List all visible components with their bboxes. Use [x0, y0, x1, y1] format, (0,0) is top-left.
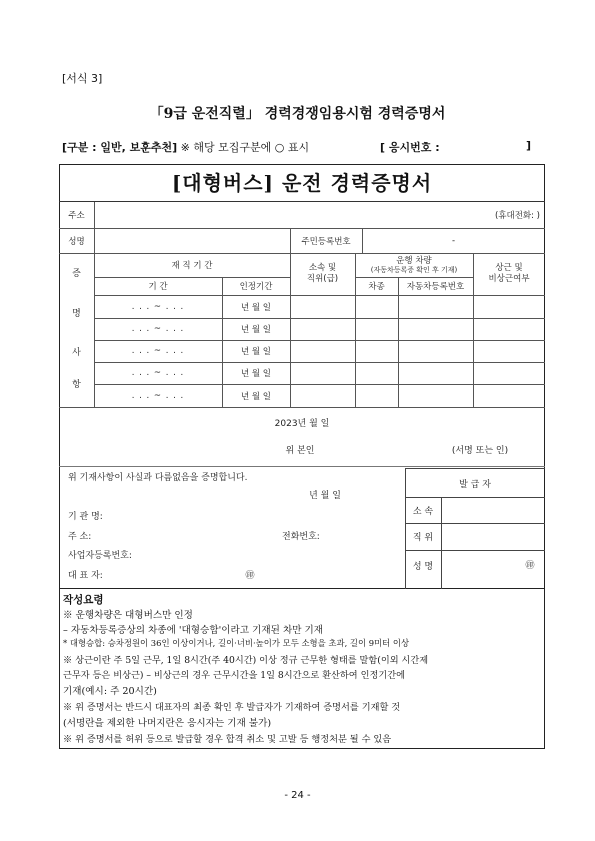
org-address-label: 주 소:: [68, 531, 92, 542]
address-label: 주소: [68, 211, 85, 221]
note-line: – 자동차등록증상의 차종에 '대형승합'이라고 기재된 차만 기재: [63, 625, 324, 636]
document-title: 「9급 운전직렬」 경력경쟁임용시험 경력증명서: [149, 106, 446, 122]
proof-char-1: 증: [72, 268, 81, 279]
exam-number-label: [ 응시번호 :: [380, 141, 440, 154]
certify-text: 위 기재사항이 사실과 다름없음을 증명합니다.: [68, 472, 248, 483]
note-line: 근무자 등은 비상근) – 비상근의 경우 근무시간을 1일 8시간으로 환산하여 인정기간에: [63, 670, 405, 681]
category-note: ※ 해당 모집구분에 ○ 표시: [180, 141, 310, 154]
row-period[interactable]: . . . ~ . . .: [131, 324, 185, 334]
proof-char-2: 명: [72, 308, 81, 319]
issuer-affiliation-label: 소 속: [412, 506, 434, 517]
name-label: 성명: [68, 236, 85, 247]
note-line: (서명란을 제외한 나머지란은 응시자는 기재 불가): [63, 718, 272, 729]
form-number: [서식 3]: [62, 72, 103, 85]
category-label: [구분 : 일반, 보훈추천]: [62, 141, 178, 154]
note-line: ※ 상근이란 주 5일 근무, 1일 8시간(주 40시간) 이상 정규 근무한 형태를 말함(이외 시간제: [63, 655, 429, 666]
representative-seal-icon: ㊞: [245, 570, 255, 581]
category-line: [62, 139, 309, 155]
affiliation-header: 소속 및 직위(급): [306, 263, 339, 284]
note-line: ※ 위 증명서를 허위 등으로 발급할 경우 합격 취소 및 고발 등 행정처분 될 수 있음: [63, 734, 392, 745]
approved-period-header: 인정기간: [239, 282, 273, 292]
row-period[interactable]: . . . ~ . . .: [131, 301, 185, 312]
exam-number-close: ]: [526, 139, 532, 152]
org-name-label: 기 관 명:: [68, 511, 103, 522]
issuer-header: 발 급 자: [459, 479, 491, 490]
certificate-title: [대형버스] 운전 경력증명서: [59, 164, 545, 202]
row-approved[interactable]: 년 월 일: [240, 325, 272, 335]
page-number: - 24 -: [284, 790, 311, 801]
row-period[interactable]: . . . ~ . . .: [131, 368, 185, 378]
note-line: * 대형승합: 승차정원이 36인 이상이거나, 길이·너비·높이가 모두 소형을 초과, 길이 9미터 이상: [63, 638, 410, 648]
representative-label: 대 표 자:: [68, 570, 103, 581]
note-line: ※ 위 증명서는 반드시 대표자의 최종 확인 후 발급자가 기재하여 증명서를 기재할 것: [63, 702, 401, 713]
vehicle-type-header: 차종: [368, 282, 385, 292]
signature-label: (서명 또는 인): [451, 445, 509, 456]
row-period[interactable]: . . . ~ . . .: [131, 346, 185, 356]
proof-char-4: 항: [72, 379, 81, 390]
note-line: 기재(예시: 주 20시간): [63, 686, 157, 697]
row-approved[interactable]: 년 월 일: [240, 302, 272, 313]
vehicle-note: (자동차등록증 확인 후 기재): [370, 266, 458, 274]
issuer-position-label: 직 위: [412, 533, 434, 543]
row-period[interactable]: . . . ~ . . .: [131, 390, 185, 401]
employment-period-header: 재 직 기 간: [171, 261, 213, 271]
vehicle-reg-header: 자동차등록번호: [406, 282, 465, 292]
fulltime-header: 상근 및 비상근여부: [488, 263, 530, 284]
issuer-seal-icon: ㊞: [525, 560, 535, 571]
rrn-dash: -: [451, 235, 456, 246]
issue-date: 2023년 월 일: [274, 418, 330, 429]
period-header: 기 간: [148, 282, 168, 292]
proof-char-3: 사: [72, 347, 81, 358]
note-line: ※ 운행차량은 대형버스만 인정: [63, 610, 193, 621]
vehicle-header: 운행 차량: [396, 256, 432, 266]
row-approved[interactable]: 년 월 일: [240, 369, 272, 379]
rrn-label: 주민등록번호: [301, 236, 351, 247]
certify-date: 년 월 일: [309, 490, 341, 501]
address-phone: (휴대전화: ): [494, 211, 540, 221]
issuer-name-label: 성 명: [412, 561, 434, 572]
bizno-label: 사업자등록번호:: [68, 550, 132, 561]
applicant-label: 위 본인: [285, 445, 315, 456]
row-approved[interactable]: 년 월 일: [240, 391, 272, 402]
notes-heading: 작성요령: [63, 594, 104, 606]
row-approved[interactable]: 년 월 일: [240, 347, 272, 357]
phone-label: 전화번호:: [282, 531, 320, 542]
